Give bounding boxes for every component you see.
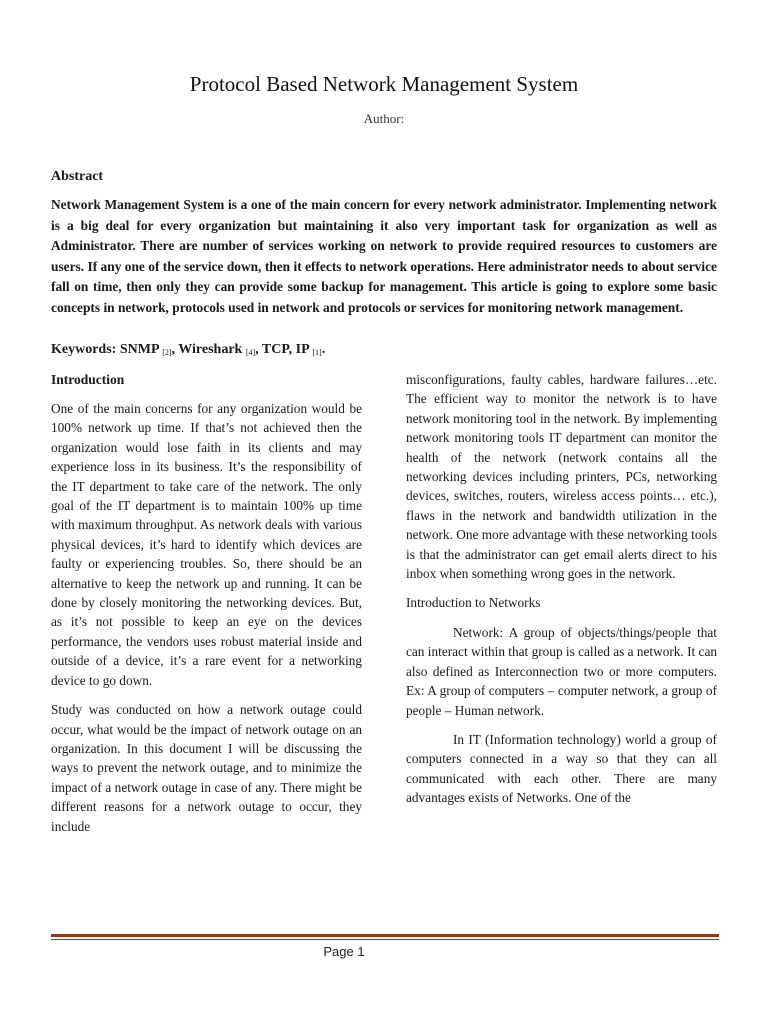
left-column <box>51 370 362 846</box>
networks-paragraph: Network: A group of objects/things/people that can interact within that group is called as a network. It can also defined as Interconnection two or more computers. Ex: A group of computers – computer network, a group of people – Human network. <box>406 624 717 718</box>
footer-divider-thick <box>51 934 719 937</box>
keyword-term: Wireshark <box>178 342 243 357</box>
keywords-line: Keywords: SNMP $_{[2]}$, Wireshark $_{[4]}$, TCP, IP $_{[1]}$. <box>51 342 326 357</box>
introduction-paragraph: One of the main concerns for any organization would be 100% network up time. If that’s not achieved then the organization would lose faith in its clients and may experience loss in its business. It’s the responsibility of the IT department to take care of the network. The only goal of the IT department is to maintain 100% up time with maximum throughput. As network deals with various physical devices, it’s hard to identify which devices are faulty or experiencing troubles. So, there should be an alternative to keep the network up and running. It can be done by closely monitoring the networking devices. But, as it’s not possible to keep an eye on the devices performance, the vendors uses robust material inside and outside of a device, it’s a rare event for a networking device to go down. <box>51 401 362 688</box>
footer-divider <box>51 934 719 940</box>
keyword-term: SNMP <box>119 342 159 357</box>
introduction-paragraph-continued: misconfigurations, faulty cables, hardware failures…etc. The efficient way to monitor the network is to have network monitoring tool in the network. By implementing network monitoring tools IT department can monitor the health of the network (network contains all the networking devices including printers, PCs, networking devices, switches, routers, wireless access points… etc.), flaws in the network and bandwidth utilization in the network. One more advantage with these networking tools is that the administrator can get email alerts direct to his inbox when something wrong goes in the network. <box>406 372 717 582</box>
introduction-heading: Introduction <box>51 372 125 387</box>
author-line: Author: <box>363 111 405 126</box>
right-column <box>406 370 717 818</box>
footer-divider-thin <box>51 939 719 940</box>
keywords-label: Keywords: <box>51 342 117 357</box>
introduction-paragraph: Study was conducted on how a network outage could occur, what would be the impact of network outage on an organization. In this document I will be discussing the ways to prevent the network outage, and to minimize the impact of a network outage in case of any. There might be different reasons for a network outage to occur, they include <box>51 702 362 834</box>
paper-title: Protocol Based Network Management System <box>189 72 579 96</box>
page-number: Page 1 <box>323 944 365 959</box>
networks-heading: Introduction to Networks <box>406 595 541 611</box>
keyword-ref: [4] <box>245 348 256 357</box>
abstract-heading: Abstract <box>51 169 104 184</box>
abstract-body: Network Management System is a one of the main concern for every network administrator. Implementing network is a big deal for every organization but maintaining it also very important task for organization as well as Administrator. There are number of services working on network to provide required resources to customers are users. If any one of the service down, then it effects to network operations. Here administrator needs to about service fall on time, then only they can provide some backup for management. This article is going to explore some basic concepts in network, protocols used in network and protocols or services for monitoring network management. <box>51 197 717 315</box>
keyword-ref: [1] <box>312 348 322 357</box>
keyword-ref: [2] <box>162 348 172 357</box>
keyword-term: TCP, IP <box>261 342 309 357</box>
networks-paragraph: In IT (Information technology) world a group of computers connected in a way so that they can all communicated with each other. There are many advantages exists of Networks. One of the <box>406 731 717 806</box>
